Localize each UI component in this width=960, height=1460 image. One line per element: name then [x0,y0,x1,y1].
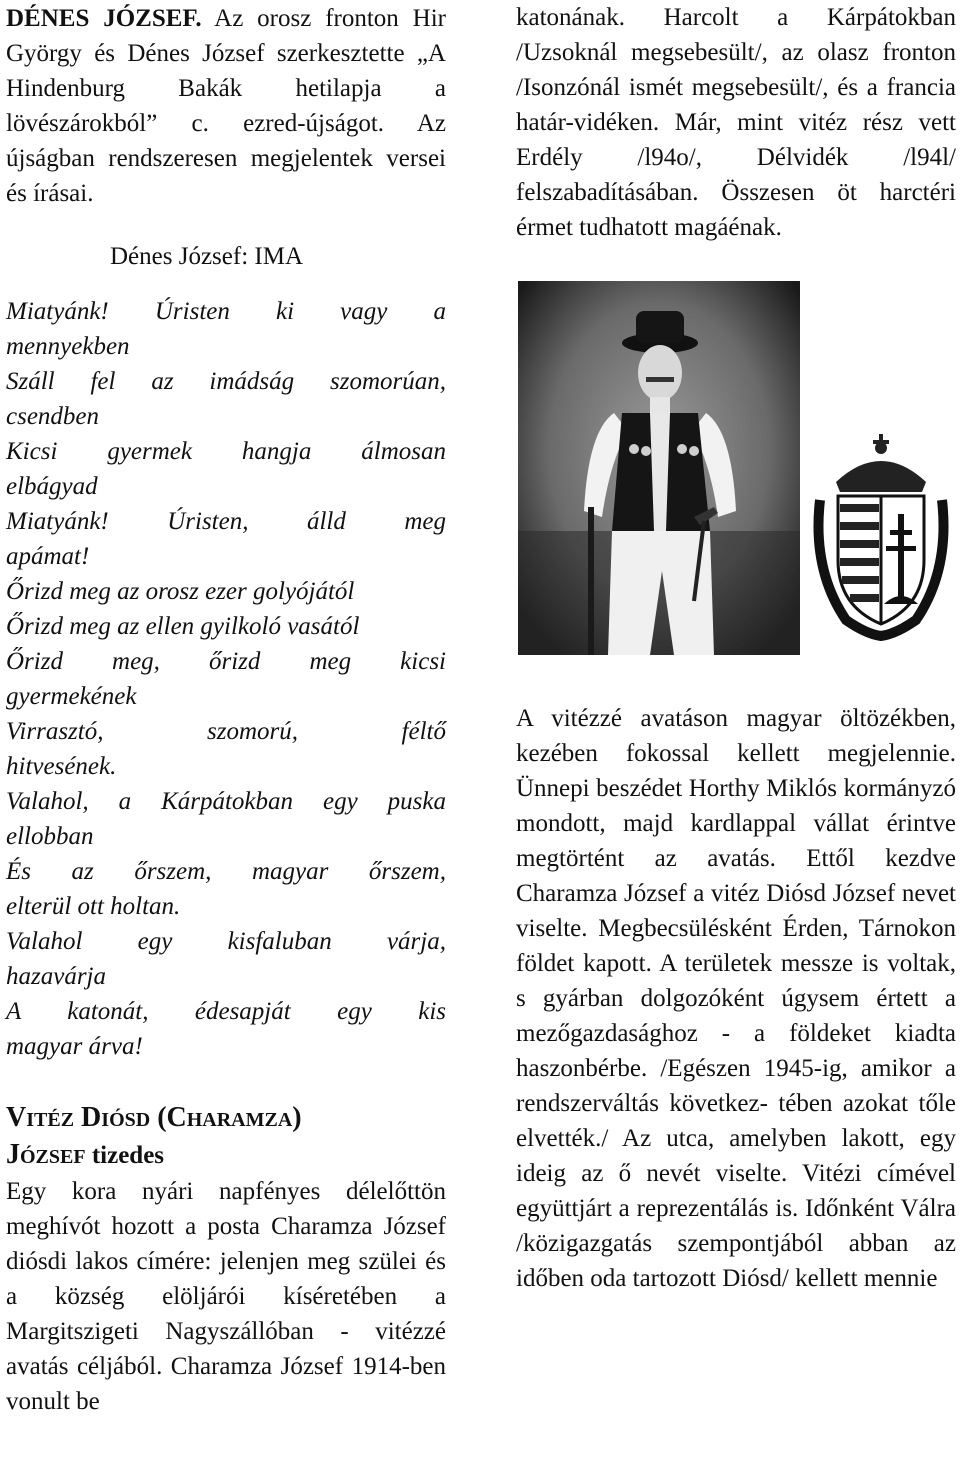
poem-line: gyermekének [6,683,137,710]
left-column [6,0,446,1419]
poem-line: Őrizd meg, őrizd meg kicsi [6,648,446,675]
poem [6,294,446,1064]
poem-line: Valahol, a Kárpátokban egy puska [6,788,446,815]
poem-line: elterül ott holtan. [6,893,181,920]
photo-area [516,281,956,663]
portrait-photo [518,281,800,655]
poem-line: hazavárja [6,963,106,990]
poem-line: Őrizd meg az ellen gyilkoló vasától [6,613,360,640]
poem-line: A katonát, édesapját egy kis [6,998,446,1025]
intro-name: DÉNES JÓZSEF. [6,5,202,32]
poem-line: Miatyánk! Úristen, álld meg [6,508,446,535]
poem-line: magyar árva! [6,1033,143,1060]
poem-line: apámat! [6,543,90,570]
poem-title: Dénes József: IMA [110,243,304,270]
poem-line: Miatyánk! Úristen ki vagy a [6,298,446,325]
poem-line: És az őrszem, magyar őrszem, [6,858,446,885]
coat-of-arms-icon [806,420,956,642]
poem-line: Virrasztó, szomorú, féltő [6,718,446,745]
intro-text: Az orosz fronton Hir György és Dénes József szerkesztette „A Hindenburg Bakák hetilapja a lövészárokból” c. ezred-újságot. Az újságban rendszeresen megjelentek versei és írásai. [6,5,446,207]
article-paragraph-2: A vitézzé avatáson magyar öltözékben, kezében fokossal kellett megjelennie. Ünnepi beszédet Horthy Miklós kormányzó mondott, majd kardlappal vállat érintve megtörtént az avatás. Ettől kezdve Charamza József a vitéz Diósd József nevet viselte. Megbecsülésként Érden, Tárnokon földet kapott. A területek messze is voltak, s gyárban dolgozóként úgysem értett a mezőgazdasághoz - a földeket kiadta haszonbérbe. /Egészen 1945-ig, amikor a rendszerváltás következ- tében azokat tőle elvették./ Az utca, amelyben lakott, egy ideig az ő nevét viselte. Vitézi címével együttjárt a reprezentálás is. Időnként Válra /közigazgatás szempontjából abban az időben oda tartozott Diósd/ kellett mennie [516,705,956,1292]
poem-line: Valahol egy kisfaluban várja, [6,928,446,955]
right-column [516,0,956,1296]
article-paragraph-1-continued: katonának. Harcolt a Kárpátokban /Uzsoknál megsebesült/, az olasz fronton /Isonzónál ismét megsebesült/, és a francia határ-vidéken. Már, mint vitéz rész vett Erdély /l94o/, Délvidék /l94l/ felszabadításában. Összesen öt harctéri érmet tudhatott magáénak. [516,4,956,241]
article-heading-line2: JÓZSEF tizedes [6,1139,165,1170]
poem-line: Őrizd meg az orosz ezer golyójától [6,578,355,605]
intro-paragraph [6,1,446,211]
poem-line: Kicsi gyermek hangja álmosan [6,438,446,465]
poem-line: Száll fel az imádság szomorúan, [6,368,446,395]
article-paragraph-1: Egy kora nyári napfényes délelőttön meghívót hozott a posta Charamza József diósdi lakos címére: jelenjen meg szülei és a község elöljárói kíséretében a Margitszigeti Nagyszállóban - vitézzé avatás céljából. Charamza József 1914-ben vonult be [6,1178,446,1415]
poem-line: mennyekben [6,333,130,360]
article-heading: VITÉZ DIÓSD (CHARAMZA) [6,1102,302,1133]
poem-line: hitvesének. [6,753,117,780]
poem-line: ellobban [6,823,94,850]
poem-line: csendben [6,403,100,430]
poem-line: elbágyad [6,473,98,500]
